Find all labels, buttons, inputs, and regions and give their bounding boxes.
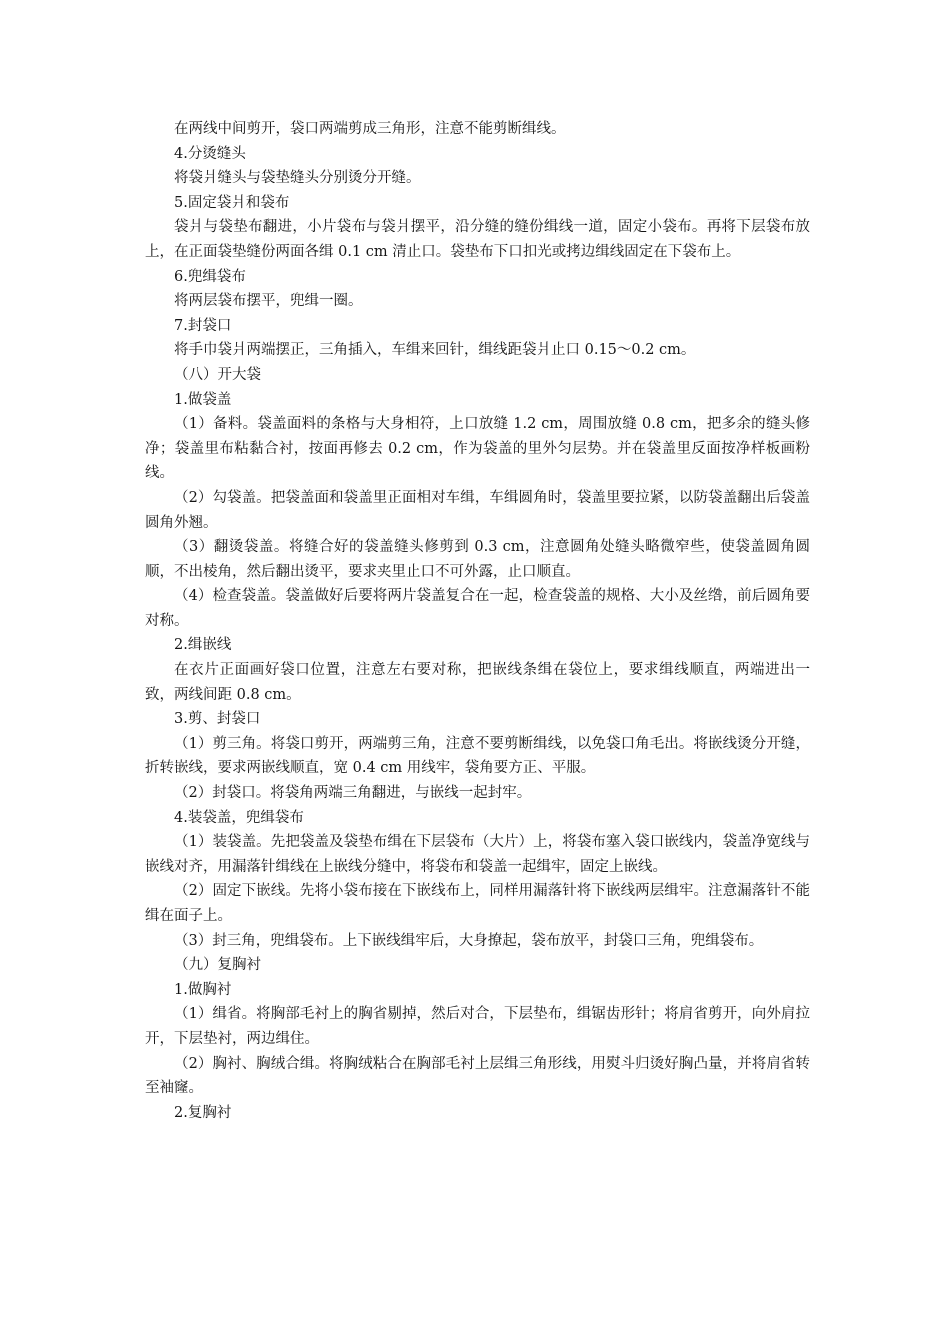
paragraph-13: （2）勾袋盖。把袋盖面和袋盖里正面相对车缉，车缉圆角时，袋盖里要拉紧，以防袋盖翻出后袋盖圆角外翘。	[145, 489, 810, 531]
heading-4-separate-press: 4.分烫缝头	[174, 145, 246, 162]
section-9-chest-canvas: （九）复胸衬	[174, 957, 261, 974]
paragraph-9: 将手巾袋爿两端摆正，三角插入，车缉来回针，缉线距袋爿止口 0.15～0.2 cm。	[174, 342, 696, 359]
paragraph-19: （1）剪三角。将袋口剪开，两端剪三角，注意不要剪断缉线，以免袋口角毛出。将嵌线烫分开缝，折转嵌线，要求两嵌线顺直，宽 0.4 cm 用线牢，袋角要方正、平服。	[145, 735, 810, 777]
paragraph-24: （3）封三角，兜缉袋布。上下嵌线缉牢后，大身撩起，袋布放平，封袋口三角，兜缉袋布。	[174, 932, 764, 949]
document-body	[145, 117, 810, 1125]
heading-5-fix-welt: 5.固定袋爿和袋布	[174, 194, 290, 211]
heading-2-piping: 2.缉嵌线	[174, 637, 232, 654]
section-8-large-pocket: （八）开大袋	[174, 366, 261, 383]
heading-4-attach-flap: 4.装袋盖，兜缉袋布	[174, 809, 304, 826]
paragraph-20: （2）封袋口。将袋角两端三角翻进，与嵌线一起封牢。	[174, 785, 532, 802]
paragraph-7: 将两层袋布摆平，兜缉一圈。	[174, 293, 363, 310]
paragraph-12: （1）备料。袋盖面料的条格与大身相符，上口放缝 1.2 cm，周围放缝 0.8 cm，把多余的缝头修净；袋盖里布粘黏合衬，按面再修去 0.2 cm，作为袋盖的里外匀层势。并在袋盖里反面按净样板画粉线。	[145, 416, 810, 482]
heading-1-flap: 1.做袋盖	[174, 391, 232, 408]
heading-7-seal-pocket: 7.封袋口	[174, 317, 232, 334]
paragraph-22: （1）装袋盖。先把袋盖及袋垫布缉在下层袋布（大片）上，将袋布塞入袋口嵌线内，袋盖净宽线与嵌线对齐，用漏落针缉线在上嵌线分缝中，将袋布和袋盖一起缉牢，固定上嵌线。	[145, 834, 810, 875]
paragraph-15: （4）检查袋盖。袋盖做好后要将两片袋盖复合在一起，检查袋盖的规格、大小及丝绺，前后圆角要对称。	[145, 588, 810, 629]
paragraph-14: （3）翻烫袋盖。将缝合好的袋盖缝头修剪到 0.3 cm，注意圆角处缝头略微窄些，使袋盖圆角圆顺，不出棱角，然后翻出烫平，要求夹里止口不可外露，止口顺直。	[145, 539, 810, 580]
heading-1-make-canvas: 1.做胸衬	[174, 981, 232, 998]
paragraph-1: 在两线中间剪开，袋口两端剪成三角形，注意不能剪断缉线。	[174, 121, 566, 137]
paragraph-5: 袋爿与袋垫布翻进，小片袋布与袋爿摆平，沿分缝的缝份缉线一道，固定小袋布。再将下层袋布放上，在正面袋垫缝份两面各缉 0.1 cm 清止口。袋垫布下口扣光或拷边缉线固定在下袋布上。	[145, 219, 810, 260]
paragraph-3: 将袋爿缝头与袋垫缝头分别烫分开缝。	[174, 170, 421, 187]
heading-3-cut-seal: 3.剪、封袋口	[174, 711, 261, 728]
paragraph-28: （2）胸衬、胸绒合缉。将胸绒粘合在胸部毛衬上层缉三角形线，用熨斗归烫好胸凸量，并将肩省转至袖窿。	[145, 1055, 810, 1097]
paragraph-17: 在衣片正面画好袋口位置，注意左右要对称，把嵌线条缉在袋位上，要求缉线顺直，两端进出一致，两线间距 0.8 cm。	[145, 662, 810, 703]
paragraph-27: （1）缉省。将胸部毛衬上的胸省剔掉，然后对合，下层垫布，缉锯齿形针；将肩省剪开，向外肩拉开，下层垫衬，两边缉住。	[145, 1006, 810, 1047]
heading-2-attach-canvas: 2.复胸衬	[174, 1104, 232, 1121]
heading-6-stitch-pocketing: 6.兜缉袋布	[174, 268, 246, 285]
paragraph-23: （2）固定下嵌线。先将小袋布接在下嵌线布上，同样用漏落针将下嵌线两层缉牢。注意漏落针不能缉在面子上。	[145, 883, 810, 924]
